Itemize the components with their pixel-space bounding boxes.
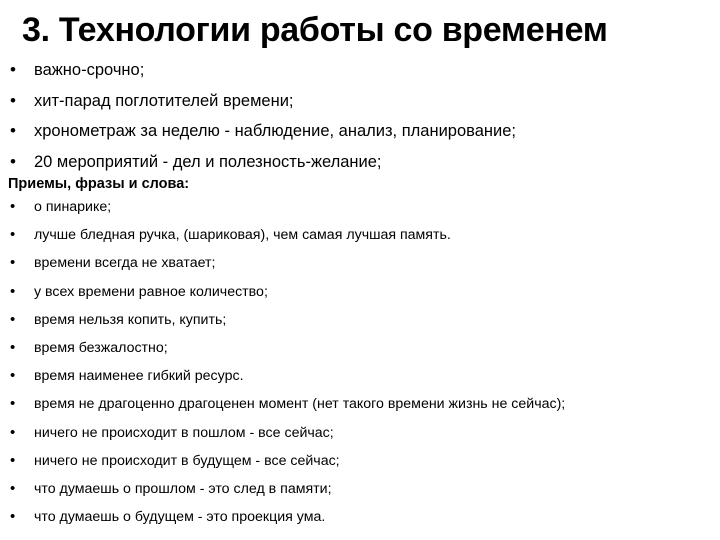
bullet-icon: •: [10, 367, 16, 385]
bullet-icon: •: [10, 282, 16, 300]
list-item-text: что думаешь о прошлом - это след в памяти;: [34, 480, 332, 497]
main-bullet-list: [8, 55, 712, 177]
subheading: Приемы, фразы и слова:: [8, 176, 190, 192]
list-item: [8, 116, 712, 147]
bullet-icon: •: [10, 254, 16, 272]
list-item-text: время наименее гибкий ресурс.: [34, 368, 244, 385]
list-item: [8, 334, 712, 362]
bullet-icon: •: [10, 151, 16, 171]
list-item: [8, 447, 712, 475]
list-item: [8, 249, 712, 277]
list-item-text: важно-срочно;: [34, 61, 145, 79]
list-item: [8, 193, 712, 221]
list-item-text: лучше бледная ручка, (шариковая), чем самая лучшая память.: [34, 227, 451, 244]
list-item-text: время безжалостно;: [34, 339, 168, 356]
list-item-text: 20 мероприятий - дел и полезность-желание;: [34, 152, 382, 171]
bullet-icon: •: [10, 121, 16, 140]
bullet-icon: •: [10, 451, 16, 469]
bullet-icon: •: [10, 310, 16, 328]
bullet-icon: •: [10, 508, 16, 526]
list-item-text: у всех времени равное количество;: [34, 283, 268, 300]
slide-title: 3. Технологии работы со временем: [22, 11, 608, 49]
list-item: [8, 475, 712, 503]
list-item: [8, 503, 712, 531]
list-item: [8, 221, 712, 249]
list-item-text: времени всегда не хватает;: [34, 255, 216, 272]
bullet-icon: •: [10, 226, 16, 244]
bullet-icon: •: [10, 338, 16, 356]
list-item: [8, 306, 712, 334]
list-item-text: время не драгоценно драгоценен момент (нет такого времени жизнь не сейчас);: [34, 396, 566, 413]
list-item: [8, 278, 712, 306]
list-item-text: ничего не происходит в будущем - все сейчас;: [34, 452, 340, 469]
list-item: [8, 86, 712, 117]
list-item-text: хит-парад поглотителей времени;: [34, 91, 294, 110]
list-item-text: хронометраж за неделю - наблюдение, анализ, планирование;: [34, 122, 516, 140]
list-item-text: время нельзя копить, купить;: [34, 311, 227, 328]
list-item-text: о пинарике;: [34, 199, 112, 215]
list-item-text: что думаешь о будущем - это проекция ума.: [34, 509, 326, 526]
bullet-icon: •: [10, 90, 16, 110]
list-item: [8, 390, 712, 418]
bullet-icon: •: [10, 395, 16, 413]
sub-bullet-list: [8, 193, 712, 531]
bullet-icon: •: [10, 423, 16, 441]
list-item-text: ничего не происходит в пошлом - все сейчас;: [34, 424, 334, 441]
list-item: [8, 55, 712, 86]
list-item: [8, 362, 712, 390]
list-item: [8, 419, 712, 447]
bullet-icon: •: [10, 60, 16, 79]
bullet-icon: •: [10, 479, 16, 497]
bullet-icon: •: [10, 198, 16, 215]
